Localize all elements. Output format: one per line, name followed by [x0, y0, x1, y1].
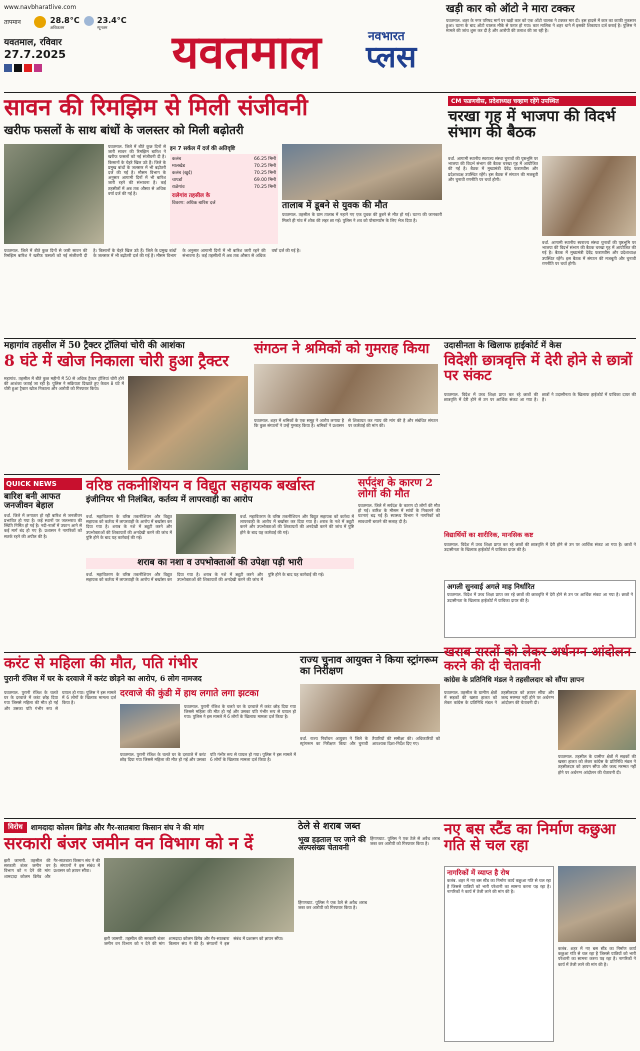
hunger-headline: भूख हड़ताल पर जाने की अल्पसंख्य चेतावनी [298, 835, 366, 852]
rainfall-table [170, 144, 278, 206]
headline: सर्पदंश के कारण 2 लोगों की मौत [358, 477, 433, 501]
article-hunger [298, 836, 366, 852]
temp-min-label: न्यूनतम [97, 25, 108, 30]
inner-headline: शराब का नशा व उपभोक्ताओं की उपेक्षा पड़ी भारी [86, 558, 354, 569]
kicker: उदासीनता के खिलाफ हाईकोर्ट में केस [444, 341, 562, 351]
temp-min: 23.4°C [97, 16, 127, 25]
row-value: 69.00 मिमी [253, 178, 276, 183]
temp-max-label: अधिकतम [50, 25, 65, 30]
body-continued: यवतमाल. तहसील के ग्रामीण क्षेत्रों में सड़कों की खस्ता हालत को लेकर कांग्रेस के प्रतिनिधि मंडल ने तहसीलदार को ज्ञापन सौंपा और जल्द मरम्मत नहीं होने पर अर्धनग्न आंदोलन की चेतावनी दी। [558, 754, 636, 775]
body-more: वर्धा. महावितरण के वरिष्ठ तकनीशियन और विद्युत सहायक को कर्तव्य में लापरवाही के आरोप में बर्खास्त कर दिया गया है। शराब के नशे में ड्यूटी करने और उपभोक्ताओं की शिकायतों की अनदेखी करने की जांच में पुष्टि होने के बाद यह कार्रवाई की गई। [86, 572, 325, 583]
temp-max: 28.8°C [50, 16, 80, 25]
table-row [172, 184, 276, 191]
box-body: कलंब. शहर में नए बस स्टैंड का निर्माण कार्य कछुआ गति से चल रहा है जिससे यात्रियों को भारी परेशानी का सामना करना पड़ रहा है। नागरिकों ने कार्य में तेजी लाने की मांग की है। [447, 878, 551, 894]
article-current [4, 656, 296, 816]
table-rows [172, 156, 276, 207]
website-url[interactable]: www.navbharatlive.com [4, 4, 77, 11]
article-technician [86, 478, 354, 650]
x-icon[interactable] [14, 64, 22, 72]
body: यवतमाल. शहर के नगर परिषद मार्ग पर खड़ी कार को एक ऑटो चालक ने टक्कर मार दी। इस हादसे में कार का काफी नुकसान हुआ। घटना के बाद ऑटो चालक मौके से फरार हो गया। कार मालिक ने शहर थाने में इसकी शिकायत दर्ज कराई है। पुलिस ने मामले की जांच शुरू कर दी है और आरोपी की तलाश की जा रही है। [446, 18, 636, 34]
body-continued: वर्धा. आगामी स्थानीय स्वराज्य संस्था चुनावों की पृष्ठभूमि पर भाजपा की विदर्भ संभाग की बैठक चरखा गृह में आयोजित की गई है। बैठक में मुख्यमंत्री देवेंद्र फडणवीस और प्रदेशाध्यक्ष उपस्थित रहेंगे। इस बैठक में संगठन की मजबूती और चुनावी रणनीति पर चर्चा होगी। [542, 240, 636, 266]
body-continued: वर्धा. महावितरण के वरिष्ठ तकनीशियन और विद्युत सहायक को कर्तव्य में लापरवाही के आरोप में बर्खास्त कर दिया गया है। शराब के नशे में ड्यूटी करने और उपभोक्ताओं की शिकायतों की अनदेखी करने की जांच में पुष्टि होने के बाद यह कार्रवाई की गई। [240, 514, 354, 535]
divider [4, 818, 636, 819]
instagram-icon[interactable] [34, 64, 42, 72]
article-photo [254, 364, 438, 414]
table-row [172, 163, 276, 170]
headline: सावन की रिमझिम से मिली संजीवनी [4, 94, 308, 121]
article-photo [120, 704, 180, 748]
article-liquor [298, 822, 440, 1044]
headline: खराब रास्तों को लेकर अर्धनग्न आंदोलन करने की दी चेतावनी [444, 645, 631, 674]
headline: चरखा गृह में भाजपा की विदर्भ संभाग की बैठक [448, 107, 616, 141]
body: यवतमाल. तहसील के ग्राम तालाब में नहाने गए एक युवक की डूबने से मौत हो गई। घटना की जानकारी मिलते ही गांव में शोक की लहर छा गई। पुलिस ने शव को पोस्टमार्टम के लिए भेज दिया है। [282, 212, 442, 223]
city-day: यवतमाल, रविवार [4, 38, 62, 48]
brand-top: नवभारत [368, 29, 405, 43]
headline: सरकारी बंजर जमीन वन विभाग को न दें [4, 834, 254, 854]
body-continued: झरी जामणी. तहसील की सरकारी बंजर जमीन वन विभाग को न देने की मांग शामदादा कोलम ब्रिगेड और गैर-सातबारा किसान संघ ने की है। संगठनों ने इस संबंध में प्रशासन को ज्ञापन सौंपा। [104, 936, 284, 947]
subhead: पुरानी रंजिश में घर के दरवाजे में करंट छोड़ने का आरोप, 6 लोग नामजद [4, 673, 202, 683]
body: वर्धा. महावितरण के वरिष्ठ तकनीशियन और विद्युत सहायक को कर्तव्य में लापरवाही के आरोप में बर्खास्त कर दिया गया है। शराब के नशे में ड्यूटी करने और उपभोक्ताओं की शिकायतों की अनदेखी करने की जांच में पुष्टि होने के बाद यह कार्रवाई की गई। [86, 514, 172, 540]
headline: ठेले से शराब जब्त [298, 821, 361, 832]
article-sangathan [254, 342, 438, 472]
body-continued: यवतमाल. पुरानी रंजिश के चलते घर के दरवाजे में करंट छोड़ दिया गया जिससे महिला की मौत हो गई और उसका पति गंभीर रूप से घायल हो गया। पुलिस ने इस मामले में 6 लोगों के खिलाफ मामला दर्ज किया है। [184, 704, 296, 720]
row-name: चापर्डा [172, 178, 183, 183]
box-title: नागरिकों में व्याप्त है रोष [447, 868, 510, 877]
body: यवतमाल. विदेश में उच्च शिक्षा प्राप्त कर रहे छात्रों की छात्रवृत्ति में देरी होने से उन पर आर्थिक संकट आ गया है। छात्रों ने उदासीनता के खिलाफ हाईकोर्ट में याचिका दायर की है। [444, 392, 636, 403]
kicker: महागांव तहसील में 50 ट्रैक्टर ट्रॉलियां चोरी की आशंका [4, 341, 185, 351]
article-photo [104, 858, 294, 932]
tehsil-title: रालेगांव तहसील के [172, 193, 210, 199]
body-continued: यवतमाल. जिले में बीते कुछ दिनों से जारी सावन की रिमझिम बारिश ने खरीफ फसलों को नई संजीवनी दी है। किसानों के चेहरे खिल उठे हैं। जिले के प्रमुख बांधों के जलस्तर में भी बढ़ोतरी दर्ज की गई है। मौसम विभाग के अनुसार आगामी दिनों में भी बारिश जारी रहने की संभावना है। कई तहसीलों में अब तक औसत से अधिक वर्षा दर्ज की गई है। [4, 248, 301, 259]
section-label: विरोध [4, 822, 27, 833]
notice-title: अगली सुनवाई अगले माह निर्धारित [447, 582, 535, 591]
body: यवतमाल. जिले में बीते कुछ दिनों से जारी सावन की रिमझिम बारिश ने खरीफ फसलों को नई संजीवनी दी है। किसानों के चेहरे खिल उठे हैं। जिले के प्रमुख बांधों के जलस्तर में भी बढ़ोतरी दर्ज की गई है। मौसम विभाग के अनुसार आगामी दिनों में भी बारिश जारी रहने की संभावना है। कई तहसीलों में अब तक औसत से अधिक वर्षा दर्ज की गई है। [108, 144, 166, 196]
youtube-icon[interactable] [24, 64, 32, 72]
subhead: खरीफ फसलों के साथ बांधों के जलस्तर को मिली बढ़ोतरी [4, 123, 244, 138]
tehsil-note: विवरण: अधिक बारिश दर्ज [172, 201, 216, 206]
kicker: CM फडणवीस, प्रदेशाध्यक्ष चव्हाण रहेंगे उपस्थित [448, 96, 636, 106]
row-name: राळेगांव [172, 185, 185, 190]
body: कलंब. शहर में नए बस स्टैंड का निर्माण कार्य कछुआ गति से चल रहा है जिससे यात्रियों को भारी परेशानी का सामना करना पड़ रहा है। नागरिकों ने कार्य में तेजी लाने की मांग की है। [558, 946, 636, 967]
weather-label: तापमान [4, 19, 21, 26]
row-value: 66.25 मिमी [253, 157, 276, 162]
article-tank [282, 144, 442, 248]
divider [4, 338, 636, 339]
article-land [4, 822, 294, 1044]
headline: वरिष्ठ तकनीशियन व विद्युत सहायक बर्खास्त [86, 477, 315, 494]
table-row [172, 156, 276, 163]
headline: करंट से महिला की मौत, पति गंभीर [4, 654, 198, 672]
sun-icon [34, 16, 46, 28]
quick-news [4, 478, 82, 650]
brand-bottom: प्लस [366, 40, 417, 75]
cloud-icon [84, 16, 94, 26]
row-value: 70.25 मिमी [253, 164, 276, 169]
body: यवतमाल. तहसील के ग्रामीण क्षेत्रों में सड़कों की खस्ता हालत को लेकर कांग्रेस के प्रतिनिधि मंडल ने तहसीलदार को ज्ञापन सौंपा और जल्द मरम्मत नहीं होने पर अर्धनग्न आंदोलन की चेतावनी दी। [444, 690, 554, 706]
body: यवतमाल. जिले में सर्पदंश के कारण दो लोगों की मौत हो गई। बारिश के मौसम में सांपों के निकलने की घटनाएं बढ़ गई हैं। स्वास्थ्य विभाग ने नागरिकों को सावधानी बरतने की सलाह दी है। [358, 503, 440, 524]
body: झरी जामणी. तहसील की सरकारी बंजर जमीन वन विभाग को न देने की मांग शामदादा कोलम ब्रिगेड और गैर-सातबारा किसान संघ ने की है। संगठनों ने इस संबंध में प्रशासन को ज्ञापन सौंपा। [4, 858, 100, 879]
box-title: विद्यार्थियों का शारीरिक, मानसिक कष्ट [444, 531, 534, 539]
body: वर्धा. राज्य निर्वाचन आयुक्त ने जिले के स्ट्रांगरूम का निरीक्षण किया और चुनावी तैयारियों की समीक्षा की। अधिकारियों को आवश्यक दिशा-निर्देश दिए गए। [300, 736, 440, 747]
divider [4, 92, 636, 93]
divider [4, 474, 440, 475]
body: यवतमाल. शहर में श्रमिकों के एक समूह ने आरोप लगाया है कि कुछ संगठनों ने उन्हें गुमराह किया है। श्रमिकों ने प्रशासन से शिकायत कर न्याय की मांग की है और संबंधित संगठन पर कार्रवाई की मांग की। [254, 418, 438, 429]
row-value: 70.25 मिमी [253, 171, 276, 176]
body: हिंगणघाट. पुलिस ने एक ठेले से अवैध शराब जब्त कर आरोपी को गिरफ्तार किया है। [370, 836, 440, 847]
row-name: कलंब [172, 157, 182, 162]
table-title: इन 7 सर्कल में दर्ज की अतिवृष्टि [170, 146, 236, 152]
kicker: शामदादा कोलम ब्रिगेड और गैर-सातबारा किसान संघ ने की मांग [30, 822, 204, 832]
section-label: QUICK NEWS [4, 478, 82, 490]
weather-box [4, 16, 164, 32]
article-students [444, 342, 636, 642]
subhead: कांग्रेस के प्रतिनिधि मंडल ने तहसीलदार को सौंपा ज्ञापन [444, 675, 584, 685]
article-tractor [4, 342, 250, 472]
body-continued: हिंगणघाट. पुलिस ने एक ठेले से अवैध शराब जब्त कर आरोपी को गिरफ्तार किया है। [298, 900, 367, 911]
headline: तालाब में डूबने से युवक की मौत [282, 201, 388, 211]
article-photo [300, 684, 440, 732]
headline: बारिश बनी आफत जनजीवन बेहाल [4, 492, 61, 511]
headline: नए बस स्टैंड का निर्माण कछुआ गति से चल रहा [444, 820, 616, 854]
row-name: मालखेड [172, 164, 185, 169]
article-election [300, 656, 440, 816]
body-more: यवतमाल. पुरानी रंजिश के चलते घर के दरवाजे में करंट छोड़ दिया गया जिससे महिला की मौत हो गई और उसका पति गंभीर रूप से घायल हो गया। पुलिस ने इस मामले में 6 लोगों के खिलाफ मामला दर्ज किया है। [120, 752, 296, 763]
box [444, 866, 554, 1042]
article-bjp [448, 96, 636, 336]
article-photo [128, 376, 248, 470]
article-sawan [4, 96, 444, 336]
table-row [172, 177, 276, 184]
box-body: यवतमाल. विदेश में उच्च शिक्षा प्राप्त कर रहे छात्रों की छात्रवृत्ति में देरी होने से उन पर आर्थिक संकट आ गया है। छात्रों ने उदासीनता के खिलाफ हाईकोर्ट में याचिका दायर की है। [444, 542, 636, 553]
article-photo [4, 144, 104, 244]
article-snake [358, 478, 440, 650]
headline: संगठन ने श्रमिकों को गुमराह किया [254, 341, 430, 357]
article-roads [444, 646, 636, 816]
article-photo [542, 156, 636, 236]
masthead-title: यवतमाल [172, 25, 322, 79]
body: वर्धा. जिले में लगातार हो रही बारिश से जनजीवन प्रभावित हो गया है। कई स्थानों पर जलभराव की स्थिति निर्मित हो गई है। नदी-नालों में उफान आने से कई मार्ग बंद हो गए हैं। प्रशासन ने नागरिकों को सतर्क रहने की अपील की है। [4, 512, 82, 539]
edition-date: 27.7.2025 [4, 48, 66, 61]
body: वर्धा. आगामी स्थानीय स्वराज्य संस्था चुनावों की पृष्ठभूमि पर भाजपा की विदर्भ संभाग की बैठक चरखा गृह में आयोजित की गई है। बैठक में मुख्यमंत्री देवेंद्र फडणवीस और प्रदेशाध्यक्ष उपस्थित रहेंगे। इस बैठक में संगठन की मजबूती और चुनावी रणनीति पर चर्चा होगी। [448, 156, 538, 182]
row-value: 70.25 मिमी [253, 185, 276, 190]
article-bus [444, 822, 636, 1044]
headline: राज्य चुनाव आयुक्त ने किया स्ट्रांगरूम का निरीक्षण [300, 655, 438, 677]
table-row [172, 170, 276, 177]
row-name: कलंब (खुर्द) [172, 171, 193, 176]
body: यवतमाल. पुरानी रंजिश के चलते घर के दरवाजे में करंट छोड़ दिया गया जिससे महिला की मौत हो गई और उसका पति गंभीर रूप से घायल हो गया। पुलिस ने इस मामले में 6 लोगों के खिलाफ मामला दर्ज किया है। [4, 690, 116, 711]
inner-headline: दरवाजे की कुंडी में हाथ लगाते लगा झटका [120, 689, 259, 699]
article-photo [176, 514, 236, 554]
headline: विदेशी छात्रवृत्ति में देरी होने से छात्रों पर संकट [444, 351, 633, 385]
subhead: इंजीनियर भी निलंबित, कर्तव्य में लापरवाही का आरोप [86, 495, 253, 506]
article-photo [558, 866, 636, 942]
notice-box [444, 580, 636, 638]
notice-body: यवतमाल. विदेश में उच्च शिक्षा प्राप्त कर रहे छात्रों की छात्रवृत्ति में देरी होने से उन पर आर्थिक संकट आ गया है। छात्रों ने उदासीनता के खिलाफ हाईकोर्ट में याचिका दायर की है। [447, 592, 633, 603]
headline: खड़ी कार को ऑटो ने मारा टक्कर [446, 3, 575, 15]
headline: 8 घंटे में खोज निकाला चोरी हुआ ट्रैक्टर [4, 351, 229, 371]
article-photo [558, 690, 636, 750]
article-car-accident [446, 4, 636, 90]
article-photo [282, 144, 442, 200]
facebook-icon[interactable] [4, 64, 12, 72]
body: महागांव. तहसील में बीते कुछ महीनों में 50 से अधिक ट्रैक्टर ट्रॉलियां चोरी होने की आशंका जताई जा रही है। पुलिस ने सक्रियता दिखाते हुए केवल 8 घंटे में चोरी हुआ ट्रैक्टर खोज निकाला और आरोपी को गिरफ्तार किया। [4, 376, 124, 392]
